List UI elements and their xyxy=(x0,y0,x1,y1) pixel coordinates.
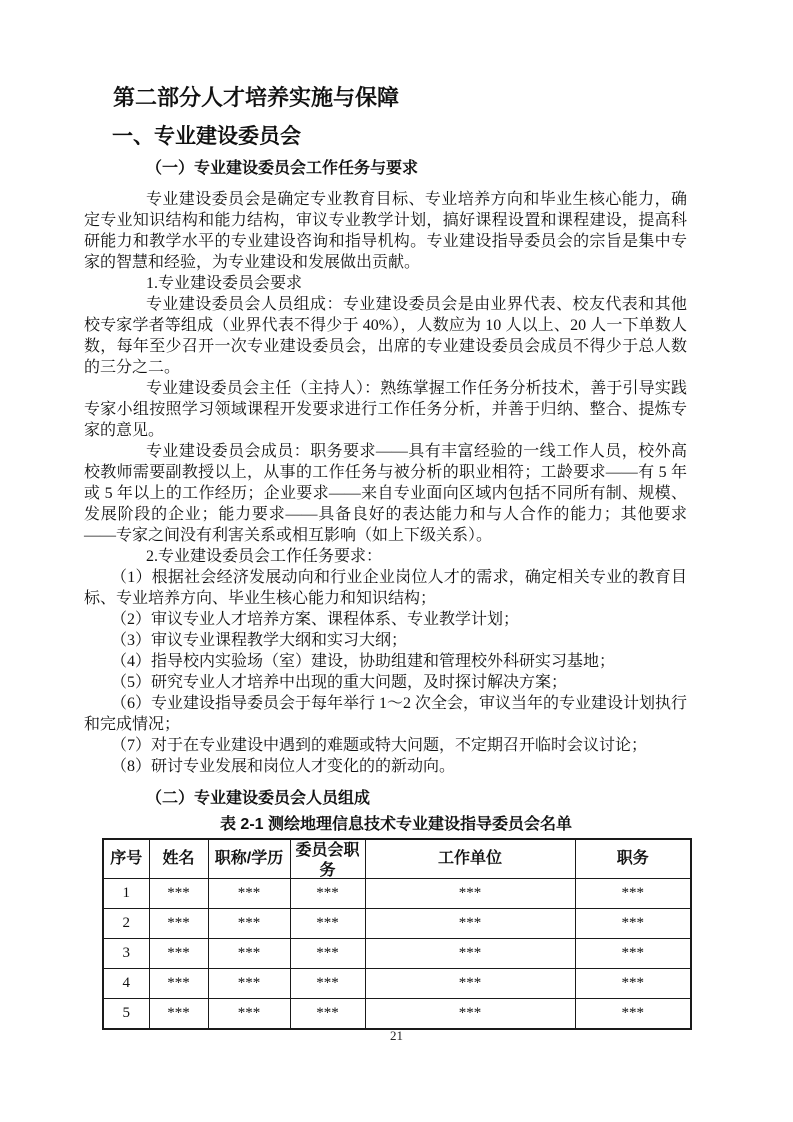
cell-title-degree: *** xyxy=(208,879,290,909)
committee-table xyxy=(102,838,692,1030)
col-header-position-label: 职务 xyxy=(616,850,649,867)
task-item-7: （7）对于在专业建设中遇到的难题或特大问题，不定期召开临时会议讨论； xyxy=(111,737,648,754)
cell-title-degree: *** xyxy=(208,939,290,969)
table-row xyxy=(103,999,691,1030)
cell-work-unit: *** xyxy=(365,879,575,909)
col-header-name xyxy=(149,839,208,879)
col-header-committee-post-label: 委员会职务 xyxy=(295,842,360,877)
cell-title-degree: *** xyxy=(208,999,290,1030)
table-row xyxy=(103,969,691,999)
col-header-name-label: 姓名 xyxy=(162,850,195,867)
cell-position: *** xyxy=(575,999,691,1030)
cell-committee-post: *** xyxy=(290,999,365,1030)
col-header-work-unit-label: 工作单位 xyxy=(437,850,502,867)
task-item-2: （2）审议专业人才培养方案、课程体系、专业教学计划； xyxy=(111,611,520,628)
task-item-4: （4）指导校内实验场（室）建设，协助组建和管理校外科研实习基地； xyxy=(111,653,616,670)
paragraph-member-requirements: 专业建设委员会成员：职务要求——具有丰富经验的一线工作人员，校外高校教师需要副教授以上，从事的工作任务与被分析的职业相符；工龄要求——有 5 年或 5 年以上的工作经历；企业要求——来自专业面向区域内包括不同所有制、规模、发展阶段的企业；能力要求——具备良好的表达能力和与人合作的能力；其他要求——专家之间没有利害关系或相互影响（如上下级关系）。 xyxy=(84,443,687,544)
paragraph-committee-overview: 专业建设委员会是确定专业教育目标、专业培养方向和毕业生核心能力，确定专业知识结构和能力结构，审议专业教学计划，搞好课程设置和课程建设，提高科研能力和教学水平的专业建设咨询和指导机构。专业建设指导委员会的宗旨是集中专家的智慧和经验，为专业建设和发展做出贡献。 xyxy=(84,191,687,271)
cell-name: *** xyxy=(149,879,208,909)
cell-serial: 1 xyxy=(103,879,149,909)
cell-committee-post: *** xyxy=(290,909,365,939)
col-header-work-unit xyxy=(365,839,575,879)
cell-serial: 5 xyxy=(103,999,149,1030)
cell-title-degree: *** xyxy=(208,909,290,939)
col-header-title-degree xyxy=(208,839,290,879)
cell-name: *** xyxy=(149,969,208,999)
cell-serial: 2 xyxy=(103,909,149,939)
task-item-8: （8）研讨专业发展和岗位人才变化的的新动向。 xyxy=(111,758,456,775)
cell-name: *** xyxy=(149,909,208,939)
col-header-committee-post xyxy=(290,839,365,879)
cell-name: *** xyxy=(149,999,208,1030)
cell-work-unit: *** xyxy=(365,939,575,969)
cell-committee-post: *** xyxy=(290,879,365,909)
cell-work-unit: *** xyxy=(365,969,575,999)
subsection-1-heading: （一）专业建设委员会工作任务与要求 xyxy=(146,160,419,177)
subitem-2-title: 2.专业建设委员会工作任务要求： xyxy=(146,548,383,565)
table-row xyxy=(103,879,691,909)
cell-serial: 3 xyxy=(103,939,149,969)
cell-position: *** xyxy=(575,969,691,999)
section-heading: 一、专业建设委员会 xyxy=(112,125,301,148)
cell-title-degree: *** xyxy=(208,969,290,999)
cell-name: *** xyxy=(149,939,208,969)
paragraph-chairman-requirements: 专业建设委员会主任（主持人）：熟练掌握工作任务分析技术，善于引导实践专家小组按照学习领域课程开发要求进行工作任务分析，并善于归纳、整合、提炼专家的意见。 xyxy=(84,380,687,439)
task-item-6: （6）专业建设指导委员会于每年举行 1～2 次全会，审议当年的专业建设计划执行和完成情况； xyxy=(84,695,688,733)
table-row xyxy=(103,909,691,939)
task-item-5: （5）研究专业人才培养中出现的重大问题，及时探讨解决方案； xyxy=(111,674,568,691)
subsection-2-heading: （二）专业建设委员会人员组成 xyxy=(146,790,371,807)
cell-position: *** xyxy=(575,879,691,909)
cell-serial: 4 xyxy=(103,969,149,999)
subitem-1-title: 1.专业建设委员会要求 xyxy=(146,275,303,292)
paragraph-member-composition: 专业建设委员会人员组成：专业建设委员会是由业界代表、校友代表和其他校专家学者等组成（业界代表不得少于 40%），人数应为 10 人以上、20 人一下单数人数，每年至少召开一次专业建设委员会，出席的专业建设委员会成员不得少于总人数的三分之二。 xyxy=(84,296,687,376)
col-header-position xyxy=(575,839,691,879)
col-header-serial xyxy=(103,839,149,879)
table-title: 表 2-1 测绘地理信息技术专业建设指导委员会名单 xyxy=(219,816,573,833)
table-row xyxy=(103,939,691,969)
part-heading: 第二部分人才培养实施与保障 xyxy=(113,85,400,110)
cell-position: *** xyxy=(575,939,691,969)
cell-work-unit: *** xyxy=(365,909,575,939)
cell-committee-post: *** xyxy=(290,969,365,999)
cell-committee-post: *** xyxy=(290,939,365,969)
cell-position: *** xyxy=(575,909,691,939)
col-header-serial-label: 序号 xyxy=(110,850,143,867)
page-number: 21 xyxy=(390,1028,403,1043)
cell-work-unit: *** xyxy=(365,999,575,1030)
col-header-title-degree-label: 职称/学历 xyxy=(214,850,284,867)
task-item-3: （3）审议专业课程教学大纲和实习大纲； xyxy=(111,632,408,649)
task-item-1: （1）根据社会经济发展动向和行业企业岗位人才的需求，确定相关专业的教育目标、专业培养方向、毕业生核心能力和知识结构； xyxy=(84,569,687,607)
table-header-row xyxy=(103,839,691,879)
